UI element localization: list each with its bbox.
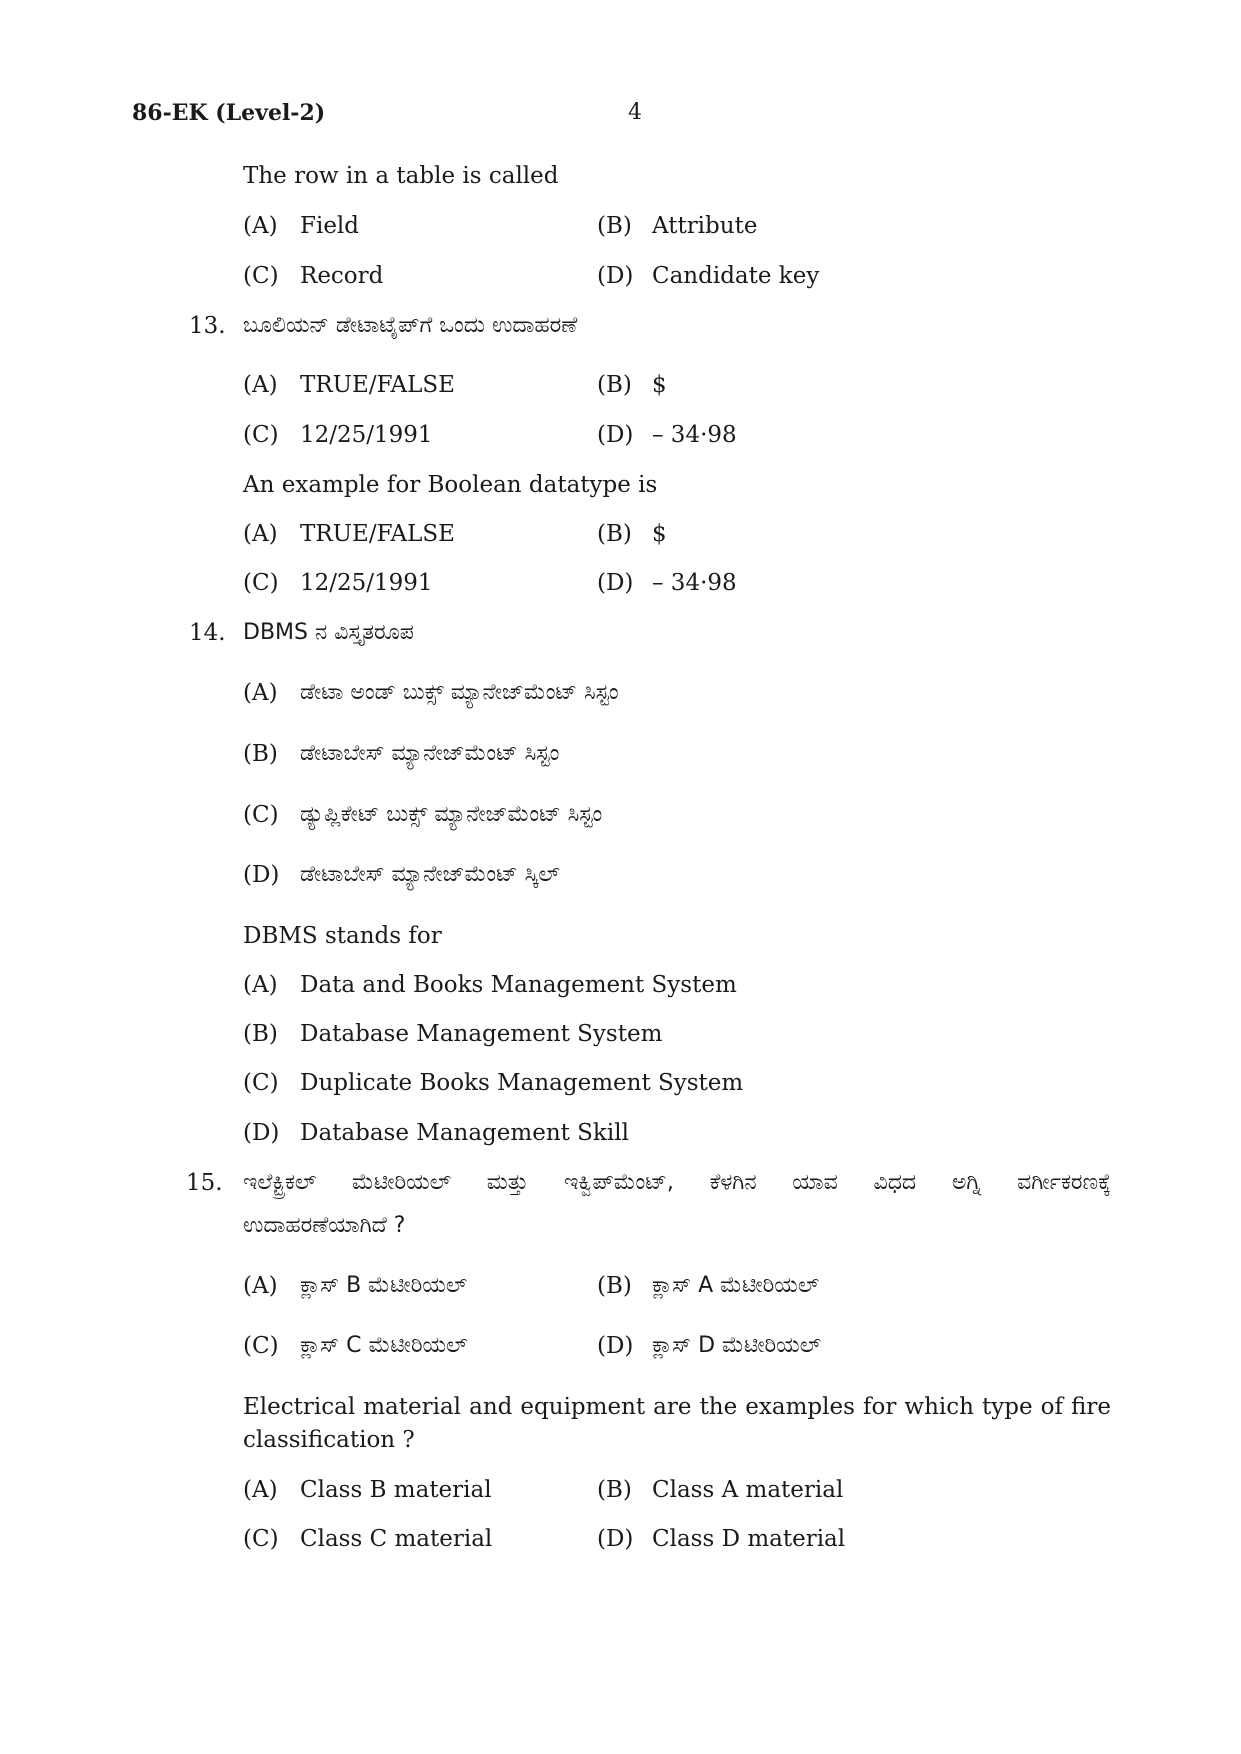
q15-en-d-label: (D) — [597, 1526, 634, 1552]
q12-en-d-label: (D) — [597, 263, 634, 289]
q12-en-d-text: Candidate key — [652, 263, 820, 289]
q14-kn-c-label: (C) — [243, 802, 279, 828]
q13-kn-b-text: $ — [652, 372, 667, 398]
q12-en-a-label: (A) — [243, 213, 278, 239]
q14-en-b-label: (B) — [243, 1021, 278, 1047]
q12-en-b-text: Attribute — [652, 213, 758, 239]
q12-en-b-label: (B) — [597, 213, 632, 239]
q15-en-b-label: (B) — [597, 1477, 632, 1503]
q12-en-c-text: Record — [300, 263, 384, 289]
q13-kn-c-text: 12/25/1991 — [300, 422, 433, 448]
q14-en-d-text: Database Management Skill — [300, 1120, 629, 1146]
q14-en-d-label: (D) — [243, 1120, 280, 1146]
q13-en-c-label: (C) — [243, 570, 279, 596]
q14-en-question: DBMS stands for — [243, 923, 442, 949]
q15-en-a-label: (A) — [243, 1477, 278, 1503]
q15-kn-b-text: ಕ್ಲಾಸ್ A ಮೆಟೀರಿಯಲ್ — [652, 1273, 820, 1298]
q15-en-a-text: Class B material — [300, 1477, 492, 1503]
q13-en-c-text: 12/25/1991 — [300, 570, 433, 596]
q15-kn-b-label: (B) — [597, 1273, 632, 1299]
q13-en-b-text: $ — [652, 521, 667, 547]
q13-en-a-text: TRUE/FALSE — [300, 521, 455, 547]
q14-kn-question: DBMS ನ ವಿಸ್ತೃತರೂಪ — [243, 620, 414, 645]
q12-en-c-label: (C) — [243, 263, 279, 289]
q15-kn-c-label: (C) — [243, 1333, 279, 1359]
q14-en-a-label: (A) — [243, 972, 278, 998]
q13-number: 13. — [189, 313, 226, 339]
q14-kn-a-label: (A) — [243, 680, 278, 706]
paper-code: 86-EK (Level-2) — [132, 100, 326, 126]
q15-kn-a-text: ಕ್ಲಾಸ್ B ಮೆಟೀರಿಯಲ್ — [300, 1273, 468, 1298]
q14-number: 14. — [189, 620, 226, 646]
q13-kn-a-label: (A) — [243, 372, 278, 398]
q12-en-a-text: Field — [300, 213, 360, 239]
q14-kn-a-text: ಡೇಟಾ ಅಂಡ್ ಬುಕ್ಸ್ ಮ್ಯಾನೇಜ್‌ಮೆಂಟ್ ಸಿಸ್ಟಂ — [300, 680, 619, 705]
q13-kn-d-label: (D) — [597, 422, 634, 448]
q15-en-question-line1: Electrical material and equipment are the examples for which type of fire — [243, 1394, 1111, 1420]
q15-kn-c-text: ಕ್ಲಾಸ್ C ಮೆಟೀರಿಯಲ್ — [300, 1333, 468, 1358]
q14-kn-b-label: (B) — [243, 741, 278, 767]
q13-kn-c-label: (C) — [243, 422, 279, 448]
page-number: 4 — [628, 100, 642, 125]
q13-en-d-label: (D) — [597, 570, 634, 596]
q14-kn-d-label: (D) — [243, 862, 280, 888]
q15-kn-d-label: (D) — [597, 1333, 634, 1359]
q15-en-c-label: (C) — [243, 1526, 279, 1552]
q13-kn-a-text: TRUE/FALSE — [300, 372, 455, 398]
q14-en-a-text: Data and Books Management System — [300, 972, 737, 998]
q13-kn-question: ಬೂಲಿಯನ್ ಡೇಟಾಟೈಪ್‌ಗೆ ಒಂದು ಉದಾಹರಣೆ — [243, 313, 578, 338]
q13-kn-b-label: (B) — [597, 372, 632, 398]
q13-en-d-text: – 34·98 — [652, 570, 737, 596]
q15-kn-question-line1: ಇಲೆಕ್ಟ್ರಿಕಲ್ ಮೆಟೀರಿಯಲ್ ಮತ್ತು ಇಕ್ವಿಪ್‌ಮೆಂಟ್, ಕೆಳಗಿನ ಯಾವ ವಿಧದ ಅಗ್ನಿ ವರ್ಗೀಕರಣಕ್ಕೆ — [243, 1170, 1111, 1195]
q15-kn-d-text: ಕ್ಲಾಸ್ D ಮೆಟೀರಿಯಲ್ — [652, 1333, 822, 1358]
q15-en-b-text: Class A material — [652, 1477, 844, 1503]
q15-number: 15. — [186, 1170, 223, 1196]
q14-en-c-label: (C) — [243, 1070, 279, 1096]
q15-en-c-text: Class C material — [300, 1526, 493, 1552]
q15-en-d-text: Class D material — [652, 1526, 846, 1552]
q14-en-c-text: Duplicate Books Management System — [300, 1070, 744, 1096]
q13-en-a-label: (A) — [243, 521, 278, 547]
q13-kn-d-text: – 34·98 — [652, 422, 737, 448]
q14-kn-d-text: ಡೇಟಾಬೇಸ್ ಮ್ಯಾನೇಜ್‌ಮೆಂಟ್ ಸ್ಕಿಲ್ — [300, 862, 560, 887]
q14-kn-c-text: ಡ್ಯುಪ್ಲಿಕೇಟ್ ಬುಕ್ಸ್ ಮ್ಯಾನೇಜ್‌ಮೆಂಟ್ ಸಿಸ್ಟಂ — [300, 802, 603, 827]
q14-kn-b-text: ಡೇಟಾಬೇಸ್ ಮ್ಯಾನೇಜ್‌ಮೆಂಟ್ ಸಿಸ್ಟಂ — [300, 741, 560, 766]
q12-en-question: The row in a table is called — [243, 163, 559, 189]
q15-kn-a-label: (A) — [243, 1273, 278, 1299]
q13-en-question: An example for Boolean datatype is — [243, 472, 658, 498]
q13-en-b-label: (B) — [597, 521, 632, 547]
q15-kn-question-line2: ಉದಾಹರಣೆಯಾಗಿದೆ ? — [243, 1213, 406, 1238]
q14-en-b-text: Database Management System — [300, 1021, 663, 1047]
q15-en-question-line2: classification ? — [243, 1427, 415, 1453]
